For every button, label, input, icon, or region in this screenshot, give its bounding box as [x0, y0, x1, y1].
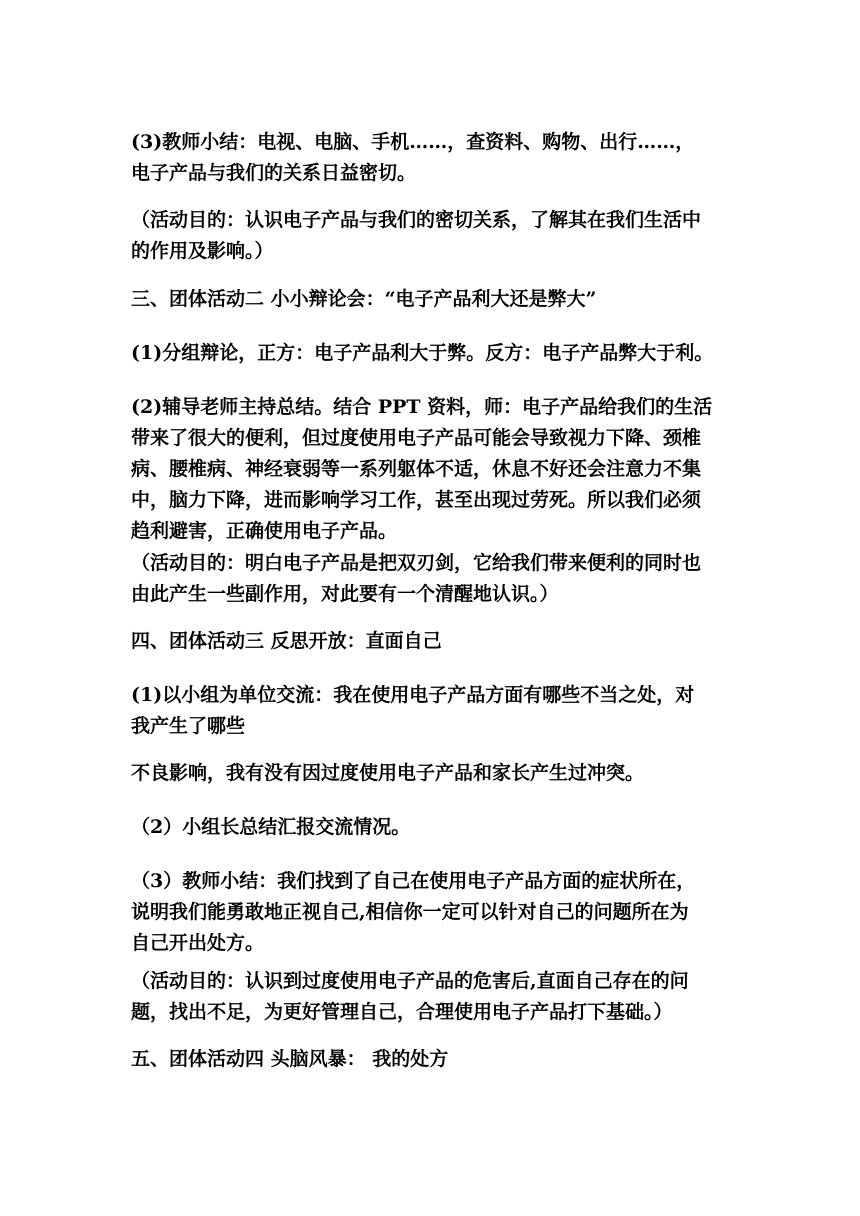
section-heading-activity-4 — [131, 1044, 731, 1075]
text-line: 我产生了哪些 — [131, 715, 246, 737]
text-line: （活动目的：认识到过度使用电子产品的危害后,直面自己存在的问 — [131, 970, 689, 992]
text-line: 五、团体活动四 头脑风暴： 我的处方 — [131, 1048, 449, 1070]
text-line: 趋利避害，正确使用电子产品。 — [131, 520, 398, 542]
text-line: （活动目的：认识电子产品与我们的密切关系，了解其在我们生活中 — [131, 209, 702, 231]
text-line: 三、团体活动二 小小辩论会：“电子产品利大还是弊大” — [131, 288, 597, 310]
text-line: 四、团体活动三 反思开放：直面自己 — [131, 630, 442, 652]
text-line: （2）小组长总结汇报交流情况。 — [131, 816, 411, 838]
paragraph-group-exchange — [131, 680, 731, 742]
section-heading-activity-3 — [131, 626, 731, 657]
text-line: (3)教师小结：电视、电脑、手机……，查资料、购物、出行……， — [131, 131, 695, 153]
text-line: 题，找出不足，为更好管理自己，合理使用电子产品打下基础。） — [131, 1001, 673, 1023]
paragraph-activity-goal-2 — [131, 548, 731, 610]
text-line: 带来了很大的便利，但过度使用电子产品可能会导致视力下降、颈椎 — [131, 427, 702, 449]
paragraph-bad-influence — [131, 758, 731, 789]
paragraph-activity-goal-1 — [131, 205, 731, 267]
text-line: 中，脑力下降，进而影响学习工作，甚至出现过劳死。所以我们必须 — [131, 489, 702, 511]
paragraph-teacher-summary-2 — [131, 866, 731, 959]
paragraph-counselor-summary — [131, 392, 731, 547]
text-line: 病、腰椎病、神经衰弱等一系列躯体不适，休息不好还会注意力不集 — [131, 458, 702, 480]
text-line: 不良影响，我有没有因过度使用电子产品和家长产生过冲突。 — [131, 762, 645, 784]
text-line: （活动目的：明白电子产品是把双刃剑，它给我们带来便利的同时也 — [131, 552, 702, 574]
text-line: 由此产生一些副作用，对此要有一个清醒地认识。） — [131, 583, 559, 605]
text-line: 自己开出处方。 — [131, 932, 265, 954]
text-line: (2)辅导老师主持总结。结合 PPT 资料，师：电子产品给我们的生活 — [131, 396, 713, 418]
section-heading-activity-2 — [131, 284, 731, 315]
paragraph-leader-report — [131, 812, 731, 843]
text-line: 说明我们能勇敢地正视自己,相信你一定可以针对自己的问题所在为 — [131, 901, 689, 923]
paragraph-teacher-summary-1 — [131, 127, 731, 189]
paragraph-activity-goal-3 — [131, 966, 731, 1028]
text-line: (1)分组辩论，正方：电子产品利大于弊。反方：电子产品弊大于利。 — [131, 342, 714, 364]
text-line: 电子产品与我们的关系日益密切。 — [131, 162, 417, 184]
text-line: 的作用及影响。） — [131, 240, 274, 262]
text-line: （3）教师小结：我们找到了自己在使用电子产品方面的症状所在， — [131, 870, 696, 892]
text-line: (1)以小组为单位交流：我在使用电子产品方面有哪些不当之处，对 — [131, 684, 695, 706]
paragraph-debate-groups — [131, 338, 731, 369]
